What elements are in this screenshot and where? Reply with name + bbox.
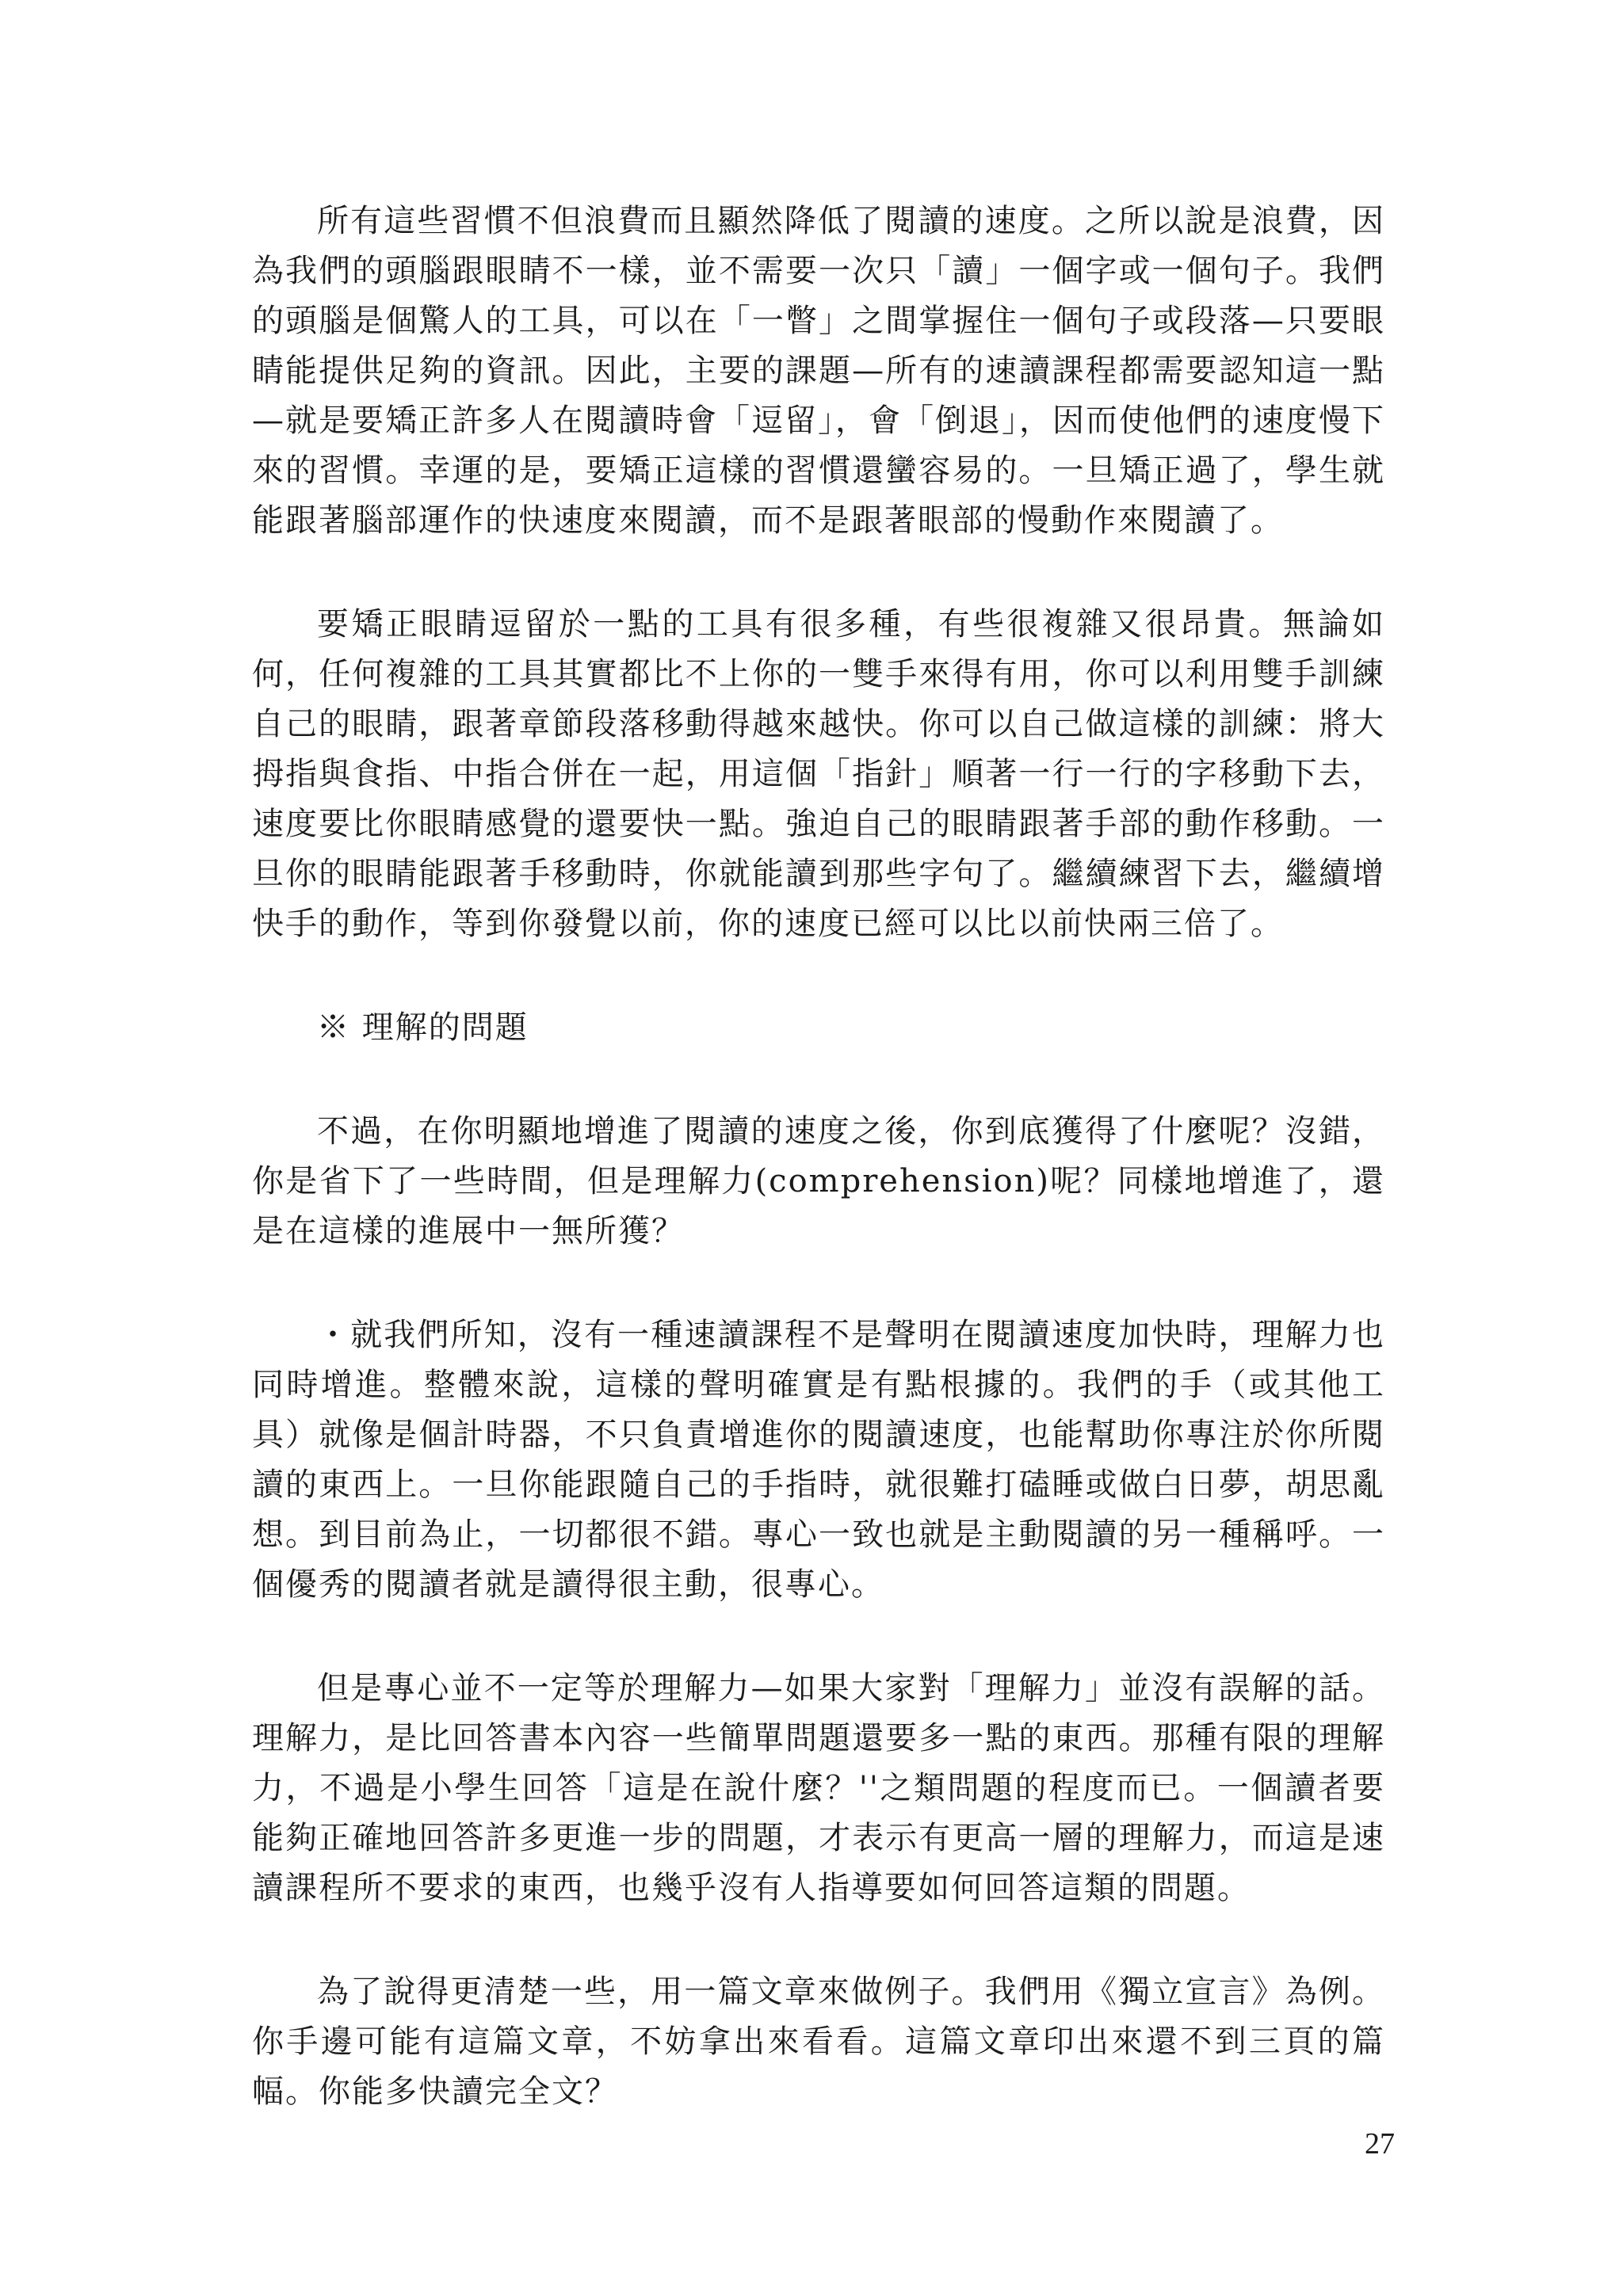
paragraph-comprehension-question: 不過，在你明顯地增進了閱讀的速度之後，你到底獲得了什麼呢？沒錯，你是省下了一些時間，但是理解力(comprehension)呢？同樣地增進了，還是在這樣的進展中一無所獲？ — [252, 1113, 1385, 1249]
paragraph-declaration-example: 為了說得更清楚一些，用一篇文章來做例子。我們用《獨立宣言》為例。你手邊可能有這篇文章，不妨拿出來看看。這篇文章印出來還不到三頁的篇幅。你能多快讀完全文？ — [252, 1974, 1385, 2110]
paragraph-speed-reading-claims: ・就我們所知，沒有一種速讀課程不是聲明在閱讀速度加快時，理解力也同時增進。整體來說，這樣的聲明確實是有點根據的。我們的手（或其他工具）就像是個計時器，不只負責增進你的閱讀速度，也能幫助你專注於你所閱讀的東西上。一旦你能跟隨自己的手指時，就很難打磕睡或做白日夢，胡思亂想。到目前為止，一切都很不錯。專心一致也就是主動閱讀的另一種稱呼。一個優秀的閱讀者就是讀得很主動，很專心。 — [252, 1317, 1385, 1603]
paragraph-concentration-vs-comprehension: 但是專心並不一定等於理解力—如果大家對「理解力」並沒有誤解的話。理解力，是比回答書本內容一些簡單問題還要多一點的東西。那種有限的理解力，不過是小學生回答「這是在說什麼？''之類問題的程度而已。一個讀者要能夠正確地回答許多更進一步的問題，才表示有更高一層的理解力，而這是速讀課程所不要求的東西，也幾乎沒有人指導要如何回答這類的問題。 — [252, 1670, 1385, 1906]
page-number: 27 — [1365, 2127, 1395, 2161]
body-text — [252, 196, 1385, 2171]
section-heading: ※ 理解的問題 — [317, 1009, 529, 1046]
paragraph-habits: 所有這些習慣不但浪費而且顯然降低了閱讀的速度。之所以說是浪費，因為我們的頭腦跟眼睛不一樣，並不需要一次只「讀」一個字或一個句子。我們的頭腦是個驚人的工具，可以在「一瞥」之間掌握住一個句子或段落—只要眼睛能提供足夠的資訊。因此，主要的課題—所有的速讀課程都需要認知這一點—就是要矯正許多人在閱讀時會「逗留」，會「倒退」，因而使他們的速度慢下來的習慣。幸運的是，要矯正這樣的習慣還蠻容易的。一旦矯正過了，學生就能跟著腦部運作的快速度來閱讀，而不是跟著眼部的慢動作來閱讀了。 — [252, 203, 1385, 539]
paragraph-hand-training: 要矯正眼睛逗留於一點的工具有很多種，有些很複雜又很昂貴。無論如何，任何複雜的工具其實都比不上你的一雙手來得有用，你可以利用雙手訓練自己的眼睛，跟著章節段落移動得越來越快。你可以自己做這樣的訓練：將大拇指與食指、中指合併在一起，用這個「指針」順著一行一行的字移動下去，速度要比你眼睛感覺的還要快一點。強迫自己的眼睛跟著手部的動作移動。一旦你的眼睛能跟著手移動時，你就能讀到那些字句了。繼續練習下去，繼續增快手的動作，等到你發覺以前，你的速度已經可以比以前快兩三倍了。 — [252, 606, 1385, 942]
